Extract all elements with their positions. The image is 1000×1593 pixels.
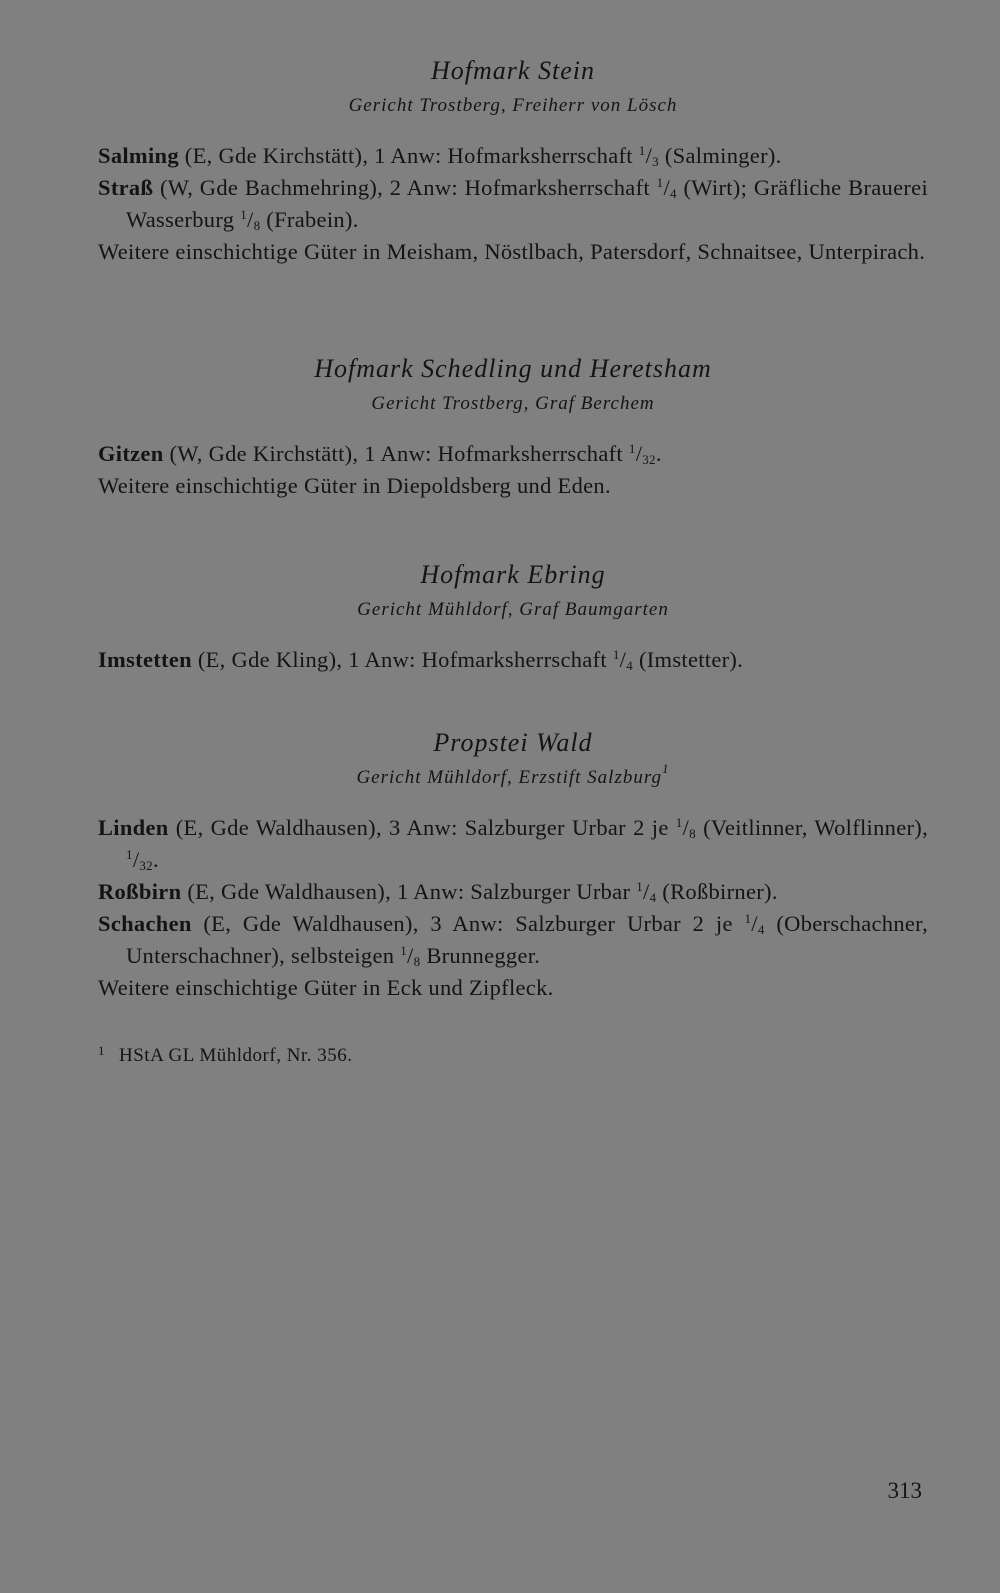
fraction-numerator: 1: [612, 647, 620, 662]
fraction-denominator: 8: [689, 826, 696, 841]
footnote: [98, 1043, 352, 1067]
fraction-numerator: 1: [126, 847, 133, 862]
entry-other-goods: Weitere einschichtige Güter in Meisham, Nöstlbach, Patersdorf, Schnaitsee, Unterpirach.: [98, 239, 926, 264]
entry-linden: [98, 812, 928, 876]
fraction-denominator: 4: [670, 186, 677, 201]
fraction-numerator: 1: [636, 879, 643, 894]
section-hofmark-schedling: [98, 352, 928, 502]
fraction: $^1/_4$: [636, 879, 657, 905]
section-title: Hofmark Ebring: [420, 560, 606, 589]
entry-text: (Imstetter).: [633, 647, 744, 672]
entry-text: (W, Gde Bachmehring), 2 Anw: Hofmarksherrschaft: [153, 175, 657, 200]
entry-text: (Oberschachner, Unterschachner), selbsteigen: [126, 911, 928, 968]
fraction-numerator: 1: [628, 441, 636, 456]
entry-text: (Veitlinner, Wolflinner),: [695, 815, 928, 840]
entry-strass: [98, 172, 928, 236]
entry-text: (E, Gde Kling), 1 Anw: Hofmarksherrschaft: [191, 647, 613, 672]
place-name: Linden: [98, 815, 169, 840]
fraction: $^1/_8$: [675, 815, 696, 841]
fraction: $^1/_{32}$: [628, 441, 656, 467]
fraction-numerator: 1: [240, 207, 247, 222]
entry-text: (Roßbirner).: [656, 879, 778, 904]
fraction: $^1/_8$: [240, 207, 261, 233]
fraction: $^1/_4$: [656, 175, 677, 201]
fraction: $^1/_3$: [638, 143, 659, 169]
subtitle-text: Gericht Mühldorf, Erzstift Salzburg: [356, 767, 663, 788]
entry-schachen: [98, 908, 928, 972]
fraction-numerator: 1: [656, 175, 664, 190]
place-name: Schachen: [98, 911, 192, 936]
entry-text: (E, Gde Waldhausen), 3 Anw: Salzburger Urbar 2 je: [191, 911, 745, 936]
footnote-text: HStA GL Mühldorf, Nr. 356.: [119, 1045, 353, 1066]
entry-text: (Salminger).: [658, 143, 782, 168]
footnote-number: 1: [98, 1043, 105, 1058]
footnote-marker: 1: [662, 761, 670, 776]
entry-list: [98, 812, 928, 1004]
entry-list: [98, 140, 928, 268]
fraction-denominator: 32: [139, 858, 153, 873]
section-propstei-wald: [98, 726, 928, 1004]
entry-text: Brunnegger.: [420, 943, 541, 968]
section-title: Hofmark Stein: [431, 56, 595, 85]
place-name: Gitzen: [98, 441, 164, 466]
section-hofmark-stein: [98, 54, 928, 268]
section-title: Propstei Wald: [433, 728, 593, 757]
section-hofmark-ebring: [98, 558, 928, 676]
entry-imstetten: [98, 644, 928, 676]
entry-text: .: [152, 847, 159, 872]
fraction-denominator: 4: [626, 658, 634, 673]
section-title: Hofmark Schedling und Heretsham: [314, 354, 712, 383]
fraction-numerator: 1: [675, 815, 683, 830]
fraction-denominator: 4: [649, 890, 657, 905]
fraction: $^1/_4$: [612, 647, 634, 673]
place-name: Roßbirn: [98, 879, 182, 904]
section-subtitle: Gericht Trostberg, Freiherr von Lösch: [348, 95, 678, 116]
place-name: Imstetten: [98, 647, 192, 672]
entry-rossbirn: [98, 876, 928, 908]
place-name: Salming: [98, 143, 179, 168]
entry-text: (E, Gde Waldhausen), 1 Anw: Salzburger Urbar: [181, 879, 637, 904]
entry-text: (E, Gde Waldhausen), 3 Anw: Salzburger Urbar 2 je: [168, 815, 676, 840]
fraction-numerator: 1: [400, 943, 408, 958]
entry-text: (Frabein).: [260, 207, 359, 232]
entry-other-goods: Weitere einschichtige Güter in Eck und Zipfleck.: [98, 975, 554, 1000]
fraction-denominator: 8: [253, 218, 261, 233]
entry-text: (E, Gde Kirchstätt), 1 Anw: Hofmarksherrschaft: [178, 143, 639, 168]
entry-salming: [98, 140, 928, 172]
fraction: $^1/_4$: [744, 911, 765, 937]
entry-text: (W, Gde Kirchstätt), 1 Anw: Hofmarksherrschaft: [163, 441, 629, 466]
section-subtitle: Gericht Mühldorf, Graf Baumgarten: [357, 599, 669, 620]
fraction-denominator: 4: [757, 922, 765, 937]
fraction-numerator: 1: [744, 911, 752, 926]
page-number: 313: [887, 1478, 922, 1503]
entry-gitzen: [98, 438, 928, 470]
entry-list: [98, 438, 928, 502]
fraction: $^1/_{32}$: [126, 847, 153, 873]
entry-other-goods: Weitere einschichtige Güter in Diepoldsberg und Eden.: [98, 473, 611, 498]
fraction-denominator: 32: [642, 452, 656, 467]
place-name: Straß: [98, 175, 154, 200]
entry-list: [98, 644, 928, 676]
fraction: $^1/_8$: [400, 943, 421, 969]
fraction-numerator: 1: [638, 143, 646, 158]
section-subtitle: Gericht Trostberg, Graf Berchem: [371, 393, 655, 414]
fraction-denominator: 8: [413, 954, 421, 969]
entry-text: (Wirt); Gräfliche Brauerei Wasserburg: [126, 175, 928, 232]
section-subtitle: [98, 761, 928, 790]
entry-text: .: [655, 441, 662, 466]
fraction-denominator: 3: [652, 154, 659, 169]
